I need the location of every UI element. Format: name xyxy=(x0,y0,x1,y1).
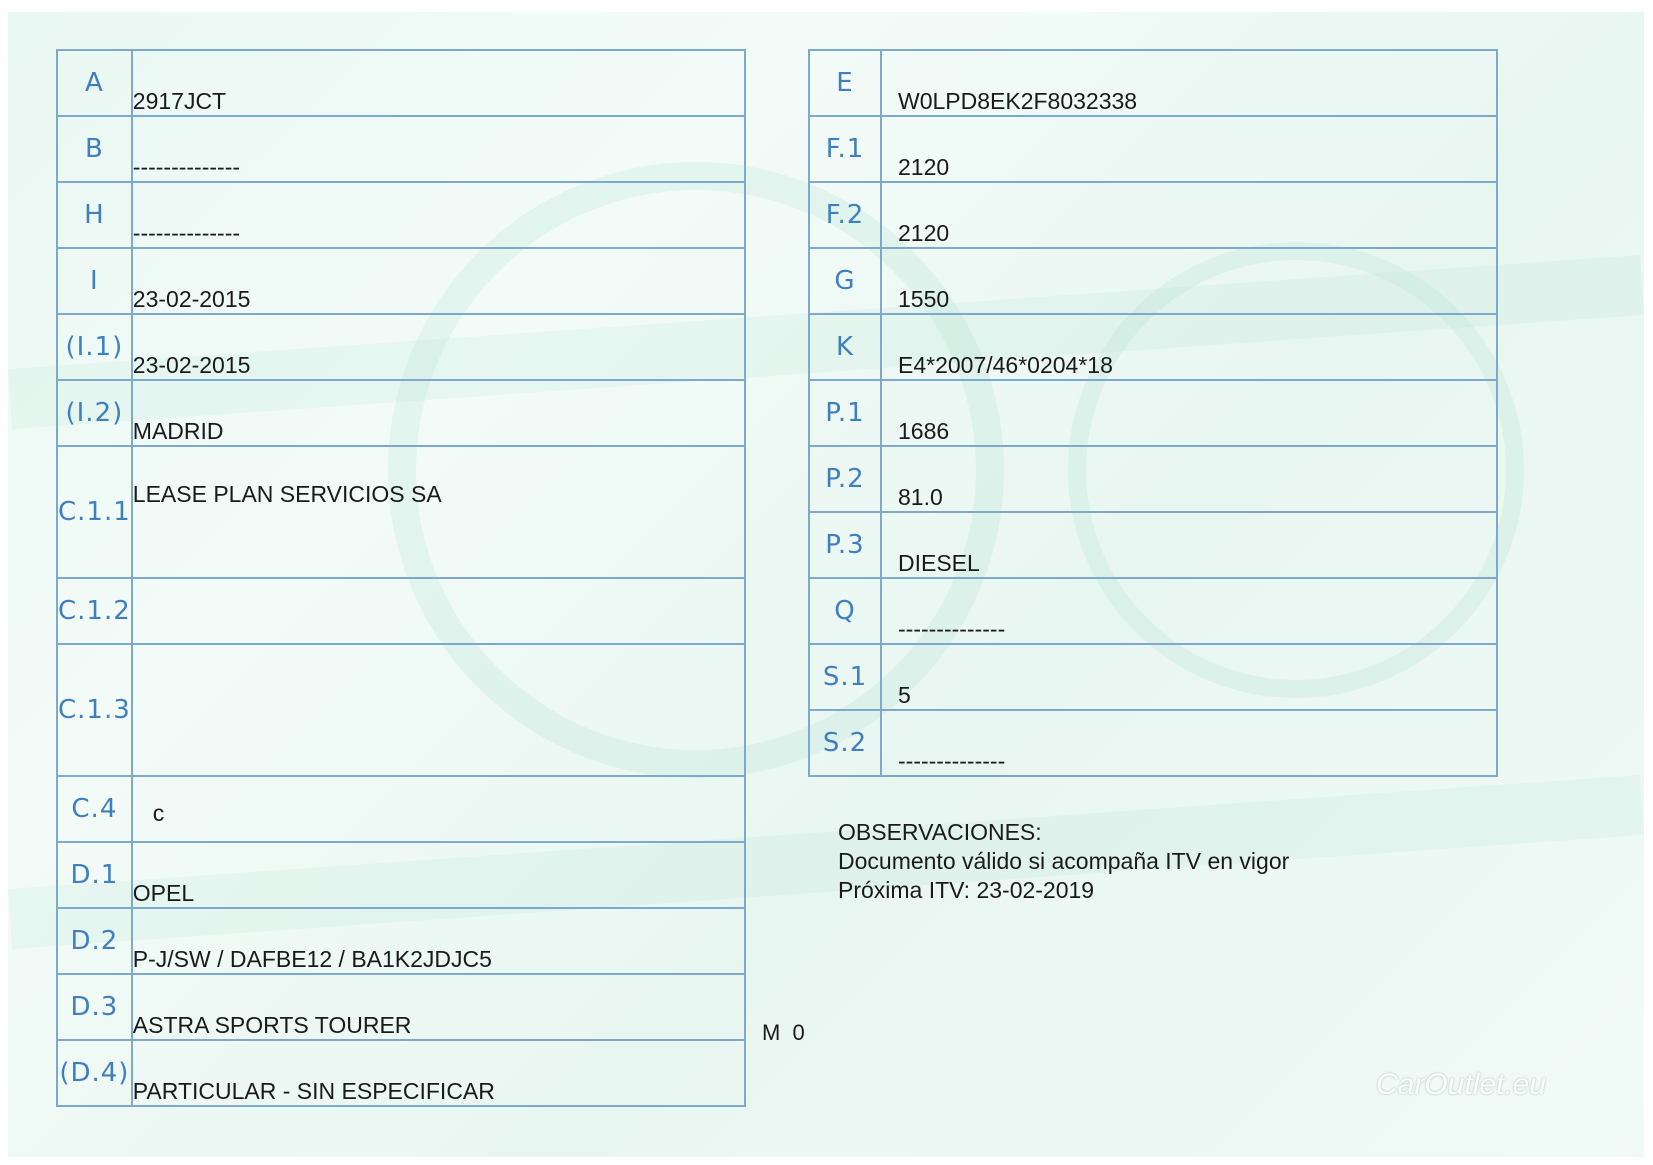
field-row-s1 xyxy=(809,644,1497,710)
field-value: 1686 xyxy=(881,380,1497,446)
field-row-p2 xyxy=(809,446,1497,512)
field-label: S.2 xyxy=(809,710,881,776)
right-fields-table xyxy=(808,49,1498,777)
field-label: C.1.3 xyxy=(57,644,132,776)
field-row-c13 xyxy=(57,644,745,776)
field-row-e xyxy=(809,50,1497,116)
field-row-f2 xyxy=(809,182,1497,248)
field-row-c4 xyxy=(57,776,745,842)
field-value: 2120 xyxy=(881,182,1497,248)
field-row-i xyxy=(57,248,745,314)
field-label: P.3 xyxy=(809,512,881,578)
field-label: F.2 xyxy=(809,182,881,248)
field-value: DIESEL xyxy=(881,512,1497,578)
field-label: C.1.2 xyxy=(57,578,132,644)
field-label: D.1 xyxy=(57,842,132,908)
field-value: 2917JCT xyxy=(132,50,745,116)
field-value xyxy=(132,578,745,644)
field-value: E4*2007/46*0204*18 xyxy=(881,314,1497,380)
field-row-c11 xyxy=(57,446,745,578)
field-value: 81.0 xyxy=(881,446,1497,512)
field-value: -------------- xyxy=(132,182,745,248)
field-value: LEASE PLAN SERVICIOS SA xyxy=(132,446,745,578)
field-row-b xyxy=(57,116,745,182)
field-row-g xyxy=(809,248,1497,314)
field-value: -------------- xyxy=(132,116,745,182)
document-code: M 0 xyxy=(762,1020,808,1045)
field-row-s2 xyxy=(809,710,1497,776)
field-value: -------------- xyxy=(881,710,1497,776)
field-label: F.1 xyxy=(809,116,881,182)
field-label: D.2 xyxy=(57,908,132,974)
field-value: -------------- xyxy=(881,578,1497,644)
watermark-text: CarOutlet.eu xyxy=(1376,1068,1547,1101)
field-row-d1 xyxy=(57,842,745,908)
field-value: MADRID xyxy=(132,380,745,446)
field-row-k xyxy=(809,314,1497,380)
field-label: D.3 xyxy=(57,974,132,1040)
left-fields-table xyxy=(56,49,746,1107)
field-value: P-J/SW / DAFBE12 / BA1K2JDJC5 xyxy=(132,908,745,974)
field-value: 2120 xyxy=(881,116,1497,182)
field-label: C.1.1 xyxy=(57,446,132,578)
field-value: 23-02-2015 xyxy=(132,248,745,314)
field-value: W0LPD8EK2F8032338 xyxy=(881,50,1497,116)
field-label: (I.2) xyxy=(57,380,132,446)
field-value: ASTRA SPORTS TOURER xyxy=(132,974,745,1040)
field-label: S.1 xyxy=(809,644,881,710)
field-value xyxy=(132,644,745,776)
field-row-d3 xyxy=(57,974,745,1040)
field-label: Q xyxy=(809,578,881,644)
field-row-c12 xyxy=(57,578,745,644)
field-label: (I.1) xyxy=(57,314,132,380)
field-row-i2 xyxy=(57,380,745,446)
field-value: 1550 xyxy=(881,248,1497,314)
field-value: 5 xyxy=(881,644,1497,710)
observations-title: OBSERVACIONES: xyxy=(838,819,1042,845)
field-row-f1 xyxy=(809,116,1497,182)
field-label: H xyxy=(57,182,132,248)
field-label: E xyxy=(809,50,881,116)
field-value: OPEL xyxy=(132,842,745,908)
field-label: I xyxy=(57,248,132,314)
field-row-q xyxy=(809,578,1497,644)
observations-line: Documento válido si acompaña ITV en vigor xyxy=(838,848,1290,874)
field-value: 23-02-2015 xyxy=(132,314,745,380)
field-row-d2 xyxy=(57,908,745,974)
field-row-a xyxy=(57,50,745,116)
field-value: c xyxy=(132,776,745,842)
field-row-h xyxy=(57,182,745,248)
field-row-d4 xyxy=(57,1040,745,1106)
field-label: G xyxy=(809,248,881,314)
field-label: (D.4) xyxy=(57,1040,132,1106)
field-label: C.4 xyxy=(57,776,132,842)
field-row-p3 xyxy=(809,512,1497,578)
field-row-i1 xyxy=(57,314,745,380)
field-row-p1 xyxy=(809,380,1497,446)
field-label: K xyxy=(809,314,881,380)
field-label: A xyxy=(57,50,132,116)
field-label: P.2 xyxy=(809,446,881,512)
field-label: B xyxy=(57,116,132,182)
field-value: PARTICULAR - SIN ESPECIFICAR xyxy=(132,1040,745,1106)
observations-line: Próxima ITV: 23-02-2019 xyxy=(838,877,1095,903)
field-label: P.1 xyxy=(809,380,881,446)
observations xyxy=(838,818,1289,905)
